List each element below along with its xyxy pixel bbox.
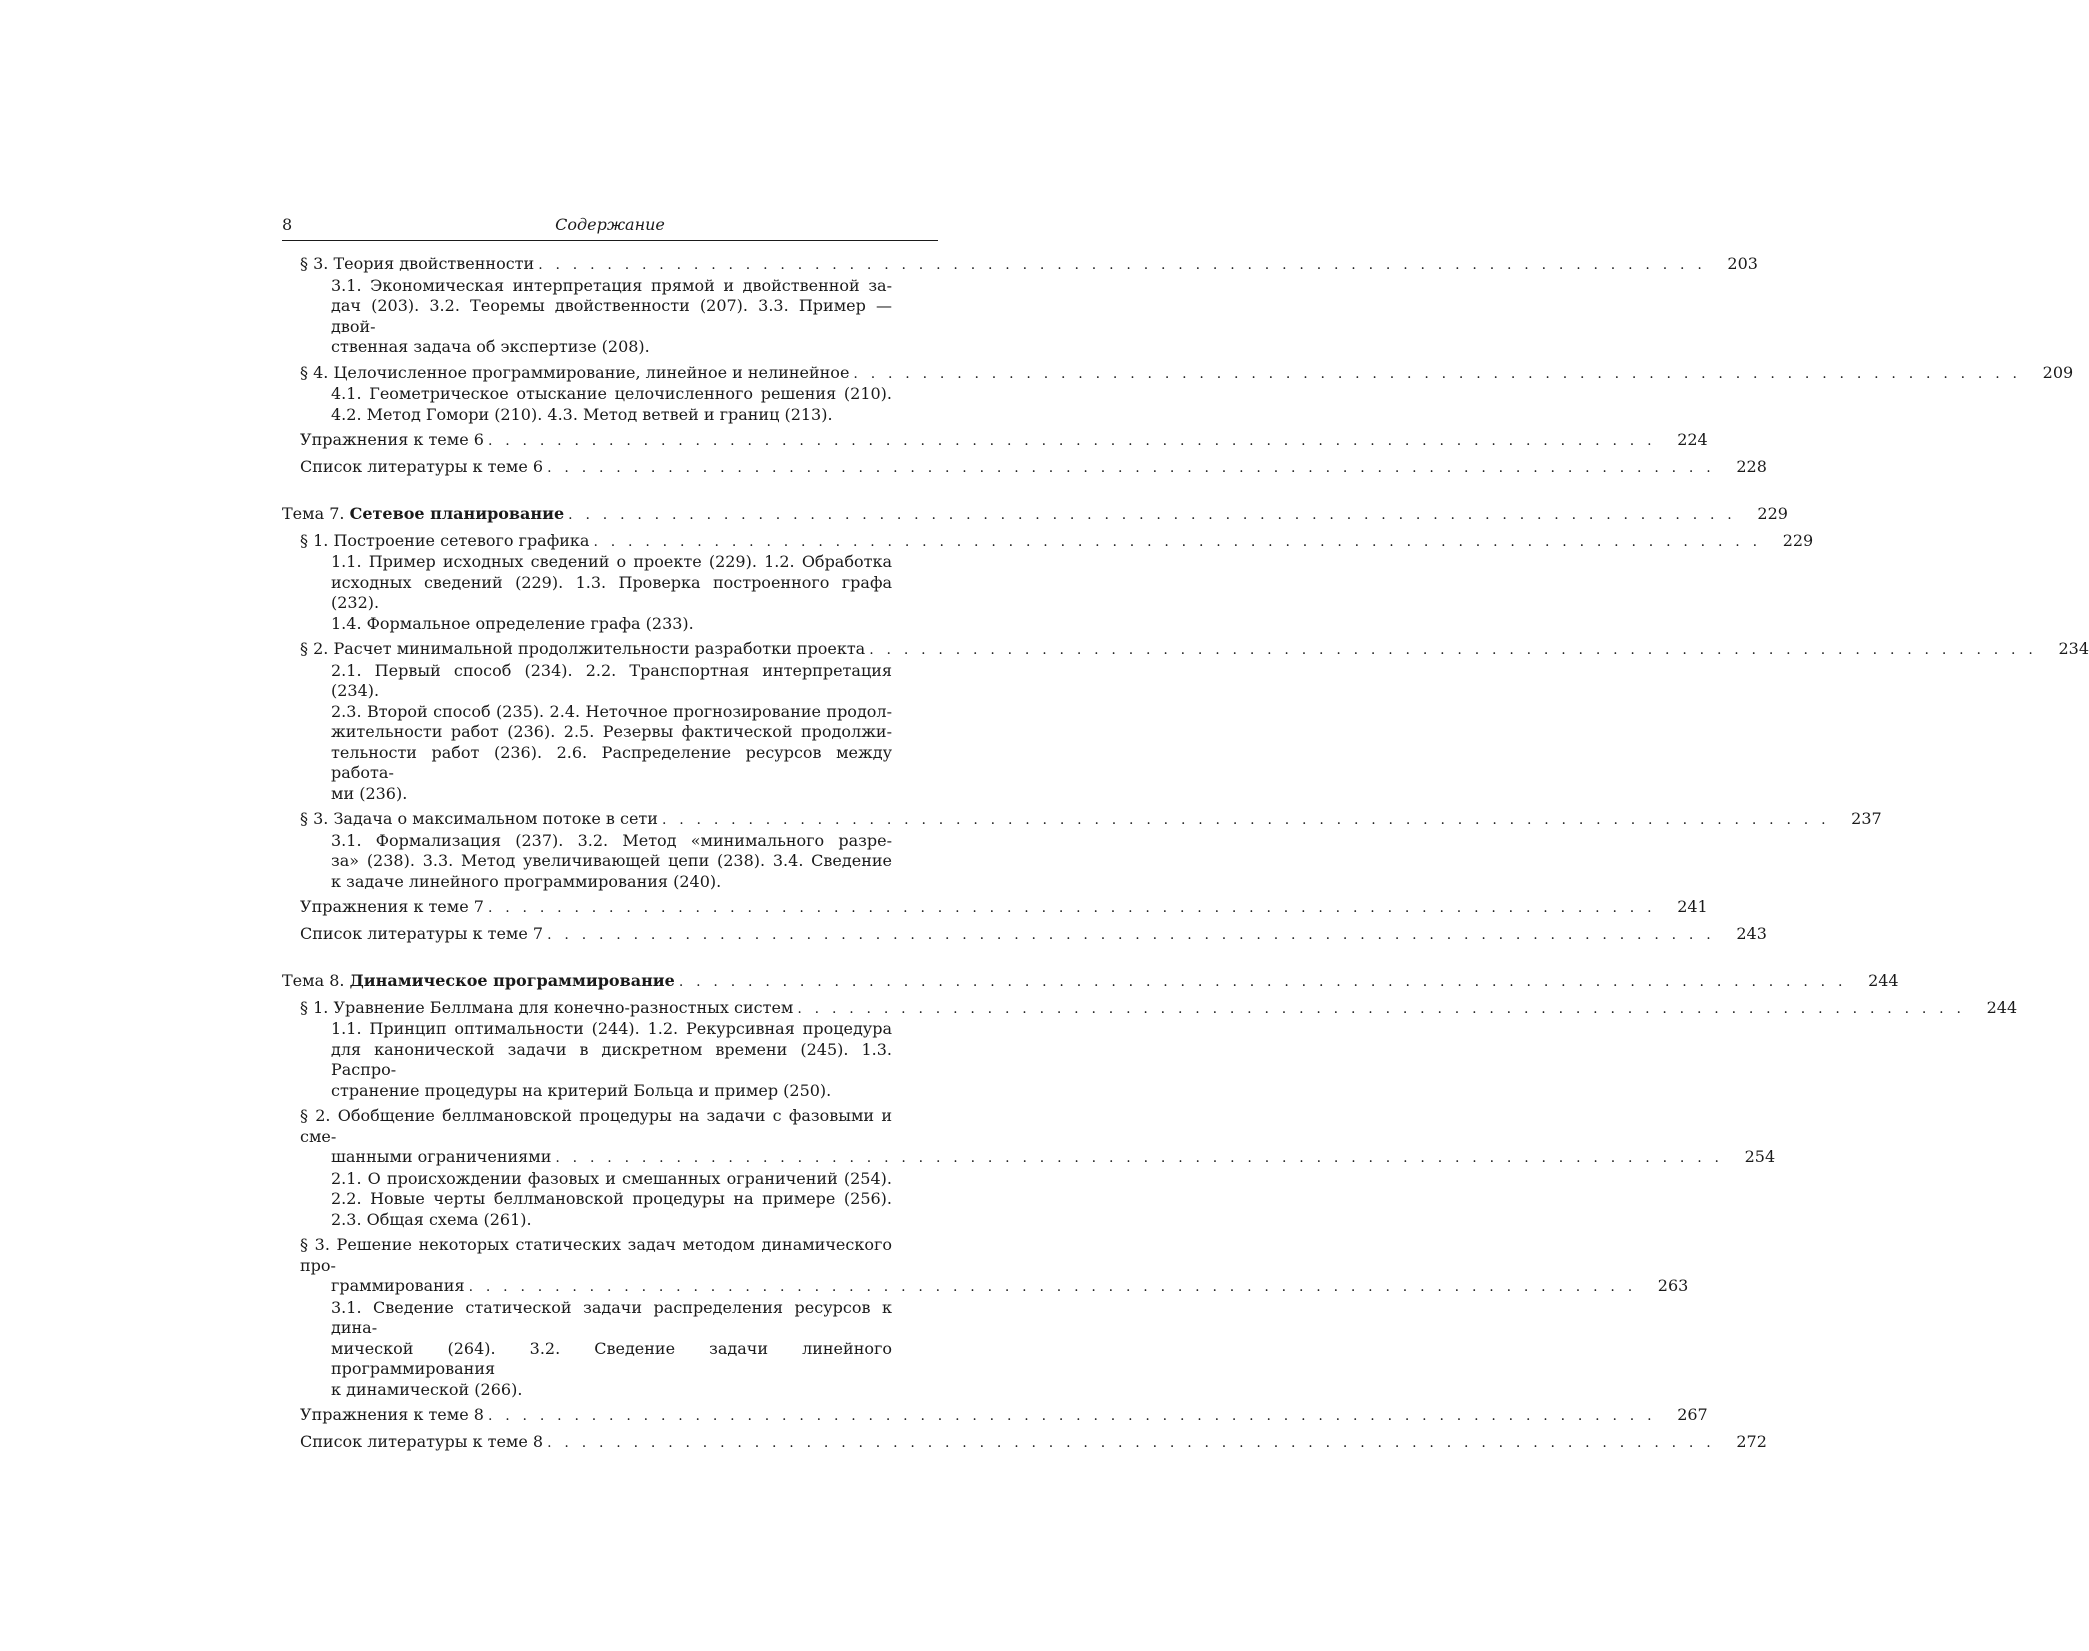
page-ref: 243	[1736, 923, 1767, 943]
section-title-line: § 3. Решение некоторых статических задач методом динамического про-	[300, 1235, 892, 1275]
subtopic-line: к задаче линейного программирования (240).	[331, 871, 722, 891]
section-subtopics	[282, 384, 892, 425]
page-ref: 229	[1757, 504, 1788, 523]
section-title-cont: граммирования	[331, 1276, 465, 1295]
subtopic-line: 1.1. Пример исходных сведений о проекте (229). 1.2. Обработка	[331, 552, 892, 571]
toc-line	[282, 504, 1788, 526]
section-title: Список литературы к теме 6	[300, 456, 544, 476]
page-ref: 254	[1744, 1147, 1776, 1166]
subtopic-line: 3.1. Формализация (237). 3.2. Метод «минимального разре-	[331, 830, 892, 850]
page-ref: 224	[1677, 430, 1708, 449]
dot-leader: . . . . . . . . . . . . . . . . . . . . . . . . . . . . . . . . . . . . . . . . . . . . . . . . . . . . . . . . . . . . . . . . . . . .	[797, 1000, 1966, 1017]
topic-heading	[282, 971, 675, 992]
toc-section[interactable]	[282, 897, 1708, 919]
toc-line	[282, 1431, 1767, 1454]
subtopic-line: 3.1. Сведение статической задачи распределения ресурсов к дина-	[331, 1297, 892, 1337]
page-ref: 237	[1851, 809, 1882, 828]
toc-line	[282, 639, 2089, 661]
toc-topic[interactable]	[282, 971, 1899, 993]
subtopic-line: 3.1. Экономическая интерпретация прямой и двойственной за-	[331, 275, 892, 295]
toc-section[interactable]	[282, 456, 1767, 479]
toc-section[interactable]	[282, 1235, 1689, 1400]
section-title: Упражнения к теме 7	[300, 897, 484, 916]
subtopic-line: дач (203). 3.2. Теоремы двойственности (207). 3.3. Пример — двой-	[331, 296, 892, 336]
toc-page	[282, 214, 2089, 1453]
dot-leader: . . . . . . . . . . . . . . . . . . . . . . . . . . . . . . . . . . . . . . . . . . . . . . . . . . . . . . . . . . . . . . . . . . . .	[468, 1279, 1637, 1295]
section-title: Упражнения к теме 8	[300, 1405, 484, 1424]
toc-list	[282, 241, 2089, 1453]
toc-topic[interactable]	[282, 504, 1788, 526]
page-ref: 272	[1736, 1431, 1767, 1451]
toc-line	[282, 997, 2018, 1020]
subtopic-line: 2.3. Общая схема (261).	[331, 1209, 532, 1229]
section-title: § 4. Целочисленное программирование, линейное и нелинейное	[300, 362, 850, 382]
toc-line	[282, 430, 1708, 452]
toc-section[interactable]	[282, 430, 1708, 452]
toc-line	[282, 923, 1767, 946]
section-title: § 3. Теория двойственности	[300, 254, 535, 273]
subtopic-line: 1.1. Принцип оптимальности (244). 1.2. Рекурсивная процедура	[331, 1019, 892, 1038]
dot-leader: . . . . . . . . . . . . . . . . . . . . . . . . . . . . . . . . . . . . . . . . . . . . . . . . . . . . . . . . . . . . . . . . . . . .	[661, 812, 1830, 828]
page-ref: 244	[1986, 997, 2018, 1017]
topic-heading	[282, 504, 564, 525]
subtopic-line: ственная задача об экспертизе (208).	[331, 337, 650, 356]
toc-line	[282, 809, 1882, 831]
section-title: § 1. Построение сетевого графика	[300, 530, 590, 550]
toc-line	[282, 897, 1708, 919]
page-ref: 263	[1657, 1276, 1689, 1295]
toc-section[interactable]	[282, 362, 2074, 426]
section-title: § 1. Уравнение Беллмана для конечно-разностных систем	[300, 997, 794, 1017]
toc-section[interactable]	[282, 530, 1814, 635]
topic-title: Динамическое программирование	[349, 971, 675, 990]
running-header	[282, 214, 938, 241]
dot-leader: . . . . . . . . . . . . . . . . . . . . . . . . . . . . . . . . . . . . . . . . . . . . . . . . . . . . . . . . . . . . . . . . . . . .	[555, 1150, 1724, 1166]
dot-leader: . . . . . . . . . . . . . . . . . . . . . . . . . . . . . . . . . . . . . . . . . . . . . . . . . . . . . . . . . . . . . . . . . . . .	[547, 459, 1715, 476]
section-subtopics	[282, 1169, 892, 1231]
subtopic-line: 2.2. Новые черты беллмановской процедуры на примере (256).	[331, 1189, 892, 1208]
subtopic-line: 2.1. Первый способ (234). 2.2. Транспортная интерпретация (234).	[331, 660, 892, 700]
subtopic-line: 4.2. Метод Гомори (210). 4.3. Метод ветвей и границ (213).	[331, 404, 833, 424]
dot-leader: . . . . . . . . . . . . . . . . . . . . . . . . . . . . . . . . . . . . . . . . . . . . . . . . . . . . . . . . . . . . . . . . . . . .	[593, 533, 1762, 550]
running-title: Содержание	[555, 215, 665, 234]
subtopic-line: 1.4. Формальное определение графа (233).	[331, 613, 694, 633]
page-ref: 234	[2058, 639, 2089, 658]
toc-section[interactable]	[282, 1431, 1767, 1454]
section-title: Список литературы к теме 8	[300, 1431, 544, 1451]
toc-section[interactable]	[282, 639, 2089, 804]
page-ref: 203	[1727, 254, 1758, 273]
dot-leader: . . . . . . . . . . . . . . . . . . . . . . . . . . . . . . . . . . . . . . . . . . . . . . . . . . . . . . . . . . . . . . . . . . . .	[678, 974, 1847, 990]
subtopic-line: к динамической (266).	[331, 1379, 523, 1399]
section-title: Список литературы к теме 7	[300, 923, 544, 943]
dot-leader: . . . . . . . . . . . . . . . . . . . . . . . . . . . . . . . . . . . . . . . . . . . . . . . . . . . . . . . . . . . . . . . . . . . .	[538, 257, 1706, 273]
subtopic-line: 4.1. Геометрическое отыскание целочисленного решения (210).	[331, 384, 892, 403]
section-subtopics	[282, 1019, 892, 1101]
topic-prefix: Тема 8.	[282, 971, 345, 990]
toc-line	[282, 1405, 1708, 1427]
page-ref: 244	[1868, 971, 1899, 990]
section-title-cont: шанными ограничениями	[331, 1147, 552, 1166]
dot-leader: . . . . . . . . . . . . . . . . . . . . . . . . . . . . . . . . . . . . . . . . . . . . . . . . . . . . . . . . . . . . . . . . . . . .	[568, 507, 1736, 523]
subtopic-line: странение процедуры на критерий Больца и пример (250).	[331, 1080, 832, 1100]
section-title-line: § 2. Обобщение беллмановской процедуры на задачи с фазовыми и сме-	[300, 1106, 892, 1146]
dot-leader: . . . . . . . . . . . . . . . . . . . . . . . . . . . . . . . . . . . . . . . . . . . . . . . . . . . . . . . . . . . . . . . . . . . .	[487, 900, 1656, 916]
page-ref: 209	[2042, 362, 2074, 382]
subtopic-line: жительности работ (236). 2.5. Резервы фактической продолжи-	[331, 722, 892, 741]
dot-leader: . . . . . . . . . . . . . . . . . . . . . . . . . . . . . . . . . . . . . . . . . . . . . . . . . . . . . . . . . . . . . . . . . . . .	[547, 926, 1715, 943]
section-subtopics	[282, 276, 892, 358]
page-ref: 267	[1677, 1405, 1708, 1424]
section-subtopics	[282, 831, 892, 893]
section-subtopics	[282, 552, 892, 634]
page-ref: 228	[1736, 456, 1767, 476]
subtopic-line: тельности работ (236). 2.6. Распределение ресурсов между работа-	[331, 742, 892, 782]
toc-section[interactable]	[282, 923, 1767, 946]
toc-section[interactable]	[282, 997, 2018, 1102]
page-number: 8	[282, 215, 293, 234]
toc-line	[282, 971, 1899, 993]
section-title: § 3. Задача о максимальном потоке в сети	[300, 809, 658, 828]
toc-line	[282, 530, 1814, 553]
section-title: Упражнения к теме 6	[300, 430, 484, 449]
subtopic-line: за» (238). 3.3. Метод увеличивающей цепи (238). 3.4. Сведение	[331, 851, 892, 870]
dot-leader: . . . . . . . . . . . . . . . . . . . . . . . . . . . . . . . . . . . . . . . . . . . . . . . . . . . . . . . . . . . . . . . . . . . .	[487, 433, 1656, 449]
toc-section[interactable]	[282, 254, 1758, 358]
subtopic-line: 2.3. Второй способ (235). 2.4. Неточное прогнозирование продол-	[331, 701, 892, 721]
section-subtopics	[282, 1298, 892, 1401]
toc-section[interactable]	[282, 1106, 1776, 1230]
subtopic-line: 2.1. О происхождении фазовых и смешанных ограничений (254).	[331, 1168, 892, 1188]
page-ref: 241	[1677, 897, 1708, 916]
section-title: § 2. Расчет минимальной продолжительности разработки проекта	[300, 639, 866, 658]
toc-section[interactable]	[282, 809, 1882, 892]
toc-line	[282, 362, 2074, 385]
subtopic-line: мической (264). 3.2. Сведение задачи линейного программирования	[331, 1338, 892, 1378]
toc-line	[282, 1147, 1776, 1169]
subtopic-line: исходных сведений (229). 1.3. Проверка построенного графа (232).	[331, 572, 892, 612]
dot-leader: . . . . . . . . . . . . . . . . . . . . . . . . . . . . . . . . . . . . . . . . . . . . . . . . . . . . . . . . . . . . . . . . . . . .	[869, 642, 2037, 658]
dot-leader: . . . . . . . . . . . . . . . . . . . . . . . . . . . . . . . . . . . . . . . . . . . . . . . . . . . . . . . . . . . . . . . . . . . .	[487, 1408, 1656, 1424]
topic-prefix: Тема 7.	[282, 504, 345, 523]
dot-leader: . . . . . . . . . . . . . . . . . . . . . . . . . . . . . . . . . . . . . . . . . . . . . . . . . . . . . . . . . . . . . . . . . . . .	[547, 1434, 1715, 1451]
page-ref: 229	[1782, 530, 1814, 550]
toc-line	[282, 1276, 1689, 1298]
toc-section[interactable]	[282, 1405, 1708, 1427]
section-subtopics	[282, 661, 892, 805]
dot-leader: . . . . . . . . . . . . . . . . . . . . . . . . . . . . . . . . . . . . . . . . . . . . . . . . . . . . . . . . . . . . . . . . . . . .	[853, 365, 2022, 382]
topic-title: Сетевое планирование	[349, 504, 565, 523]
toc-line	[282, 456, 1767, 479]
subtopic-line: ми (236).	[331, 783, 408, 803]
subtopic-line: для канонической задачи в дискретном времени (245). 1.3. Распро-	[331, 1039, 892, 1079]
toc-line	[282, 254, 1758, 276]
